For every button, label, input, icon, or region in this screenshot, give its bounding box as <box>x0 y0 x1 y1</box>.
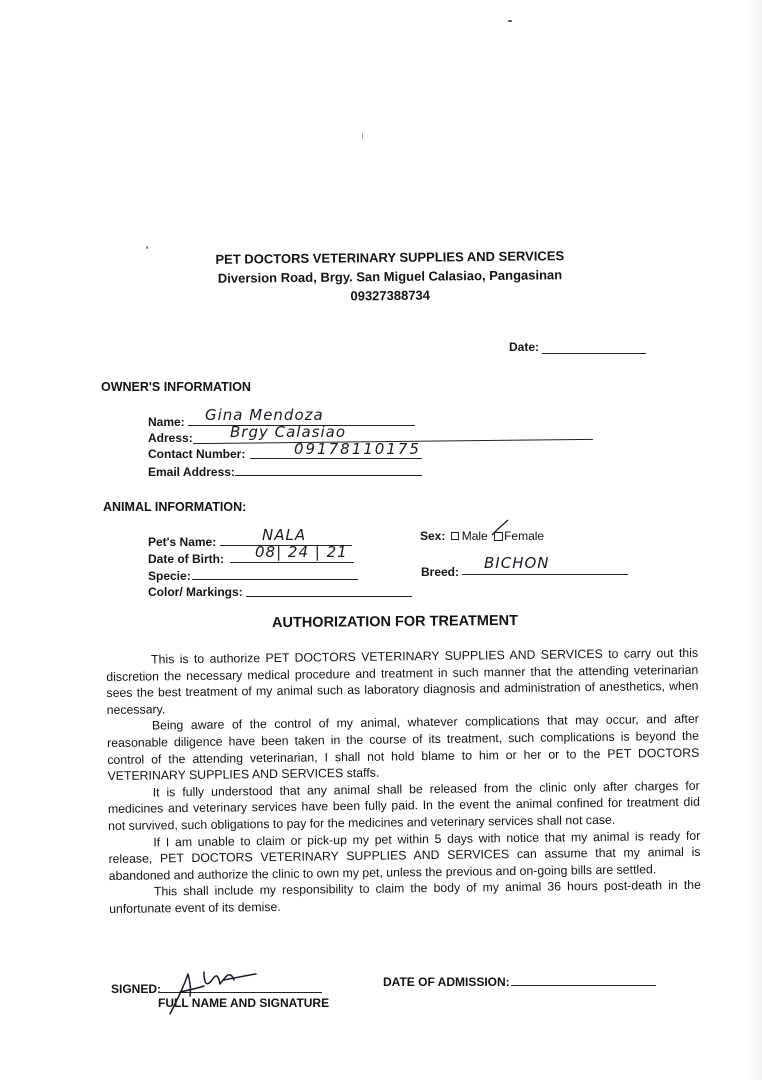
pet-name-value: NALA <box>262 526 307 544</box>
full-name-signature-caption: FULL NAME AND SIGNATURE <box>158 996 330 1010</box>
animal-info-heading: ANIMAL INFORMATION: <box>103 500 247 514</box>
dob-value: 08| 24 | 21 <box>255 543 348 561</box>
scan-speck <box>146 246 148 249</box>
email-field[interactable] <box>235 475 422 476</box>
color-markings-field[interactable] <box>246 596 412 597</box>
specie-label: Specie: <box>148 569 191 583</box>
authorization-body <box>106 645 701 918</box>
color-markings-label: Color/ Markings: <box>148 585 243 599</box>
sex-field <box>420 529 544 543</box>
date-field-line[interactable] <box>542 353 646 354</box>
female-option-label: Female <box>504 529 545 543</box>
male-checkbox[interactable] <box>451 532 459 540</box>
date-of-admission-label: DATE OF ADMISSION: <box>383 975 510 989</box>
contact-number-value: 09178110175 <box>294 440 421 458</box>
pet-name-label: Pet's Name: <box>148 535 217 549</box>
date-label: Date: <box>509 340 540 354</box>
female-check-mark-icon <box>490 519 510 539</box>
sex-label: Sex: <box>420 529 446 543</box>
clinic-address: Diversion Road, Brgy. San Miguel Calasiao, Pangasinan <box>217 267 563 286</box>
specie-field[interactable] <box>192 579 358 580</box>
authorization-paragraph: This is to authorize PET DOCTORS VETERINARY SUPPLIES AND SERVICES to carry out this discretion the necessary medical procedure and treatment in such manner that the attending veterinarian sees the best treatment of my animal such as laboratory diagnosis and administration of anesthetics, when necessary. <box>106 645 699 717</box>
authorization-paragraph: If I am unable to claim or pick-up my pet within 5 days with notice that my animal is ready for release, PET DOCTORS VETERINARY SUPPLIES AND SERVICES can assume that my animal is abandoned and authorize the clinic to own my pet, unless the previous and on-going bills are settled. <box>108 828 701 883</box>
owner-address-label: Adress: <box>148 431 193 445</box>
clinic-header <box>200 246 581 307</box>
authorization-paragraph: This shall include my responsibility to claim the body of my animal 36 hours post-death in the unfortunate event of its demise. <box>109 878 701 916</box>
authorization-paragraph: It is fully understood that any animal shall be released from the clinic only after charges for medicines and veterinary services have been fully paid. In the event the animal confined for treatment did not survived, such obligations to pay for the medicines and veterinary services shall not case. <box>107 778 700 833</box>
scan-speck <box>508 20 512 22</box>
contact-number-field[interactable] <box>250 458 422 459</box>
owner-address-value: Brgy Calasiao <box>230 423 347 441</box>
scan-shadow-edge <box>748 0 762 1080</box>
contact-number-label: Contact Number: <box>148 447 246 461</box>
breed-value: BICHON <box>484 554 550 572</box>
signed-label: SIGNED: <box>111 982 162 996</box>
clinic-phone: 09327388734 <box>350 287 431 304</box>
owner-name-value: Gina Mendoza <box>205 406 324 424</box>
authorization-title: AUTHORIZATION FOR TREATMENT <box>271 612 519 632</box>
clinic-name: PET DOCTORS VETERINARY SUPPLIES AND SERVICES <box>215 248 565 267</box>
breed-label: Breed: <box>421 565 460 579</box>
dob-field[interactable] <box>230 562 354 563</box>
date-of-admission-field[interactable] <box>511 985 656 986</box>
male-option-label: Male <box>461 529 488 543</box>
breed-field[interactable] <box>462 574 628 575</box>
dob-label: Date of Birth: <box>148 552 224 566</box>
owner-info-heading: OWNER'S INFORMATION <box>101 380 251 394</box>
handwritten-signature-icon <box>160 966 270 1026</box>
email-label: Email Address: <box>148 465 235 479</box>
owner-name-label: Name: <box>148 415 185 429</box>
scan-speck <box>362 133 363 139</box>
authorization-paragraph: Being aware of the control of my animal, whatever complications that may occur, and after reasonable diligence have been taken in the course of its treatment, such complications is beyond the control of the attending veterinarian, I shall not hold blame to him or her or to the PET DOCTORS VETERINARY SUPPLIES AND SERVICES staffs. <box>107 712 700 784</box>
